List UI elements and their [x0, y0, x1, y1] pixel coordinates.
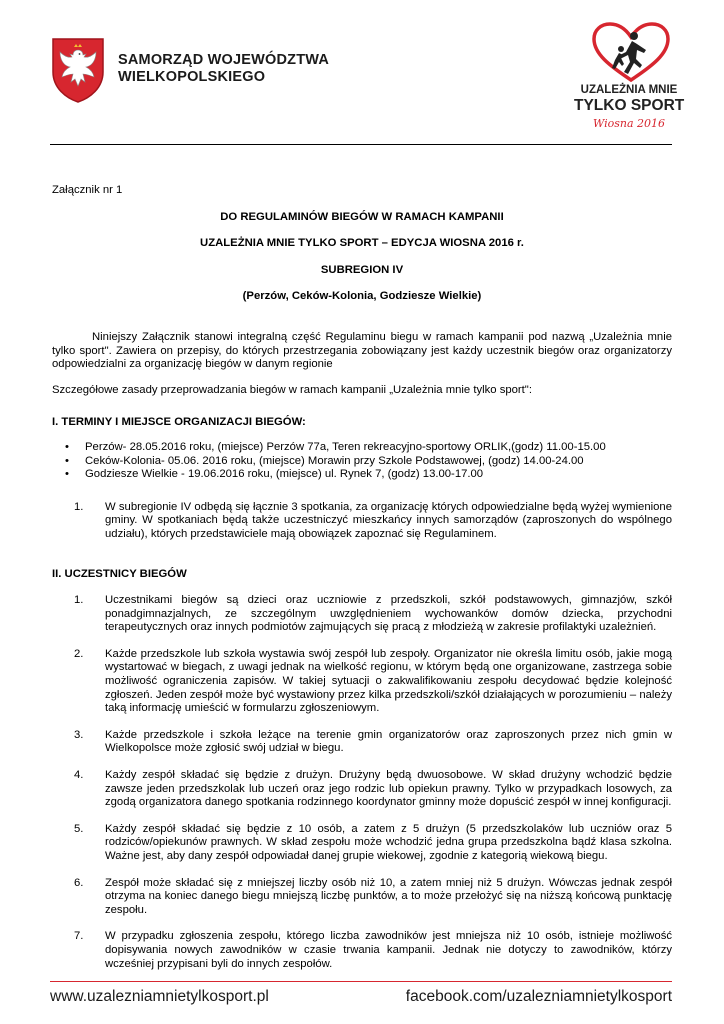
section1-heading: I. TERMINY I MIEJSCE ORGANIZACJI BIEGÓW: — [52, 416, 306, 429]
website-link[interactable]: www.uzalezniamnietylkosport.pl — [50, 988, 269, 1005]
list-item — [52, 648, 672, 716]
list-item — [52, 501, 672, 542]
item-number: 6. — [74, 876, 84, 889]
title-line3: SUBREGION IV — [320, 263, 404, 276]
schedule-list — [52, 441, 672, 482]
item-text: W subregionie IV odbędą się łącznie 3 spotkania, za organizację których odpowiedzialne będą wyżej wymienione gminy. W spotkaniach będą także uczestniczyć mieszkańcy innych samorządów (zaproszonych do wspólnego udziału), których przedstawiciele mają obowiązek zapoznać się Regulaminem. — [105, 500, 672, 540]
heart-runner-icon — [590, 22, 672, 84]
item-number: 2. — [74, 647, 84, 660]
letterhead — [0, 0, 724, 145]
schedule-item-text: Godziesze Wielkie - 19.06.2016 roku, (miejsce) ul. Rynek 7, (godz) 13.00-17.00 — [85, 468, 484, 481]
item-number: 3. — [74, 728, 84, 741]
annex-label: Załącznik nr 1 — [52, 184, 123, 196]
item-text: Każdy zespół składać się będzie z drużyn. Drużyny będą dwuosobowe. W skład drużyny wchodzić będzie zawsze jeden przedszkolak lub uczeń oraz jego rodzic lub opiekun prawny. Tylko w przypadkach losowych, za zgodą organizatora danego spotkania rodzinnego koordynator gminny może dopuścić zespół w innej konfiguracji. — [105, 769, 672, 809]
list-item — [52, 930, 672, 971]
campaign-edition: Wiosna 2016 — [592, 117, 666, 130]
item-text: Zespół może składać się z mniejszej liczby osób niż 10, a zatem mniej niż 5 drużyn. Wówczas jednak zespół otrzyma na koniec danego biegu mniejszą liczbę punktów, a to może przełożyć się na niższą końcową punktację zespołu. — [105, 876, 672, 916]
list-item — [52, 468, 672, 482]
item-text: Każde przedszkole i szkoła leżące na terenie gmin organizatorów oraz zaproszonych przez nich gmin w Wielkopolsce może zgłosić swój udział w biegu. — [105, 728, 672, 755]
bullet-icon: • — [65, 468, 69, 481]
footer-divider — [50, 981, 672, 982]
section2-heading: II. UCZESTNICY BIEGÓW — [52, 567, 187, 580]
coat-of-arms-eagle-icon — [50, 36, 106, 104]
campaign-logo — [574, 22, 684, 137]
list-item — [52, 441, 672, 455]
campaign-name-line2: TYLKO SPORT — [574, 97, 685, 114]
header-divider — [50, 144, 672, 145]
intro-paragraph: Niniejszy Załącznik stanowi integralną część Regulaminu biegu w ramach kampanii pod nazwą „Uzależnia mnie tylko sport". Zawiera on przepisy, do których przestrzegania zobowiązany jest każdy uczestnik biegów oraz organizatorzy odpowiedzialni za organizację biegów w danym regionie — [52, 330, 672, 371]
details-paragraph: Szczegółowe zasady przeprowadzania biegów w ramach kampanii „Uzależnia mnie tylko sport": — [52, 383, 532, 396]
organization-name-line1: SAMORZĄD WOJEWÓDZTWA — [118, 52, 330, 68]
item-text: W przypadku zgłoszenia zespołu, którego liczba zawodników jest mniejsza niż 10 osób, istnieje możliwość dopisywania nowych zawodników w czasie trwania kampanii. Jednak nie dotyczy to zawodników, którzy wcześniej przypisani byli do innych zespołów. — [105, 930, 672, 970]
item-number: 4. — [74, 769, 84, 782]
list-item — [52, 594, 672, 635]
title-line4: (Perzów, Ceków-Kolonia, Godziesze Wielkie) — [242, 290, 482, 303]
document-body — [52, 184, 672, 971]
bullet-icon: • — [65, 454, 69, 467]
item-text: Uczestnikami biegów są dzieci oraz uczniowie z przedszkoli, szkół podstawowych, gimnazjów, szkół ponadgimnazjalnych, ze szczególnym uwzględnieniem wychowanków domów dziecka, przychodni terapeutycznych oraz innych podmiotów zajmujących się pracą z młodzieżą w zakresie profilaktyki uzależnień. — [105, 594, 672, 634]
list-item — [52, 823, 672, 864]
title-line2: UZALEŻNIA MNIE TYLKO SPORT – EDYCJA WIOSNA 2016 r. — [200, 237, 524, 250]
title-line1: DO REGULAMINÓW BIEGÓW W RAMACH KAMPANII — [220, 210, 504, 223]
campaign-name-line1: UZALEŻNIA MNIE — [580, 84, 678, 96]
organization-name — [118, 52, 329, 86]
list-item — [52, 769, 672, 810]
item-number: 7. — [74, 930, 84, 943]
item-text: Każdy zespół składać się będzie z 10 osób, a zatem z 5 drużyn (5 przedszkolaków lub uczniów oraz 5 rodziców/opiekunów prawnych. W skład zespołu może wchodzić jedna grupa przedszkolna bądź klasa szkolna. Ważne jest, aby dany zespół odpowiadał danej grupie wiekowej, zgodnie z kategorią wiekową biegu. — [105, 822, 672, 862]
facebook-link[interactable]: facebook.com/uzalezniamnietylkosport — [405, 988, 672, 1005]
item-text: Każde przedszkole lub szkoła wystawia swój zespół lub zespoły. Organizator nie określa limitu osób, jakie mogą wystartować w biegach, z uwagi jednak na wielkość regionu, w którym będą one organizowane, zastrzega sobie możliwość ograniczenia zapisów. W takiej sytuacji o zakwalifikowaniu zespołu decydować będzie kolejność zgłoszeń. Jeden zespół może być wystawiony przez kilka przedszkoli/szkół działających w porozumieniu – należy taką informację umieścić w formularzu zgłoszeniowym. — [105, 647, 672, 715]
list-item — [52, 455, 672, 469]
schedule-item-text: Perzów- 28.05.2016 roku, (miejsce) Perzów 77a, Teren rekreacyjno-sportowy ORLIK,(godz) 11.00-15.00 — [85, 440, 606, 453]
bullet-icon: • — [65, 440, 69, 453]
organization-name-line2: WIELKOPOLSKIEGO — [118, 69, 266, 85]
item-number: 5. — [74, 822, 84, 835]
item-number: 1. — [74, 500, 84, 513]
schedule-item-text: Ceków-Kolonia- 05.06. 2016 roku, (miejsce) Morawin przy Szkole Podstawowej, (godz) 14.00-24.00 — [85, 454, 584, 467]
item-number: 1. — [74, 594, 84, 607]
list-item — [52, 877, 672, 918]
list-item — [52, 729, 672, 756]
